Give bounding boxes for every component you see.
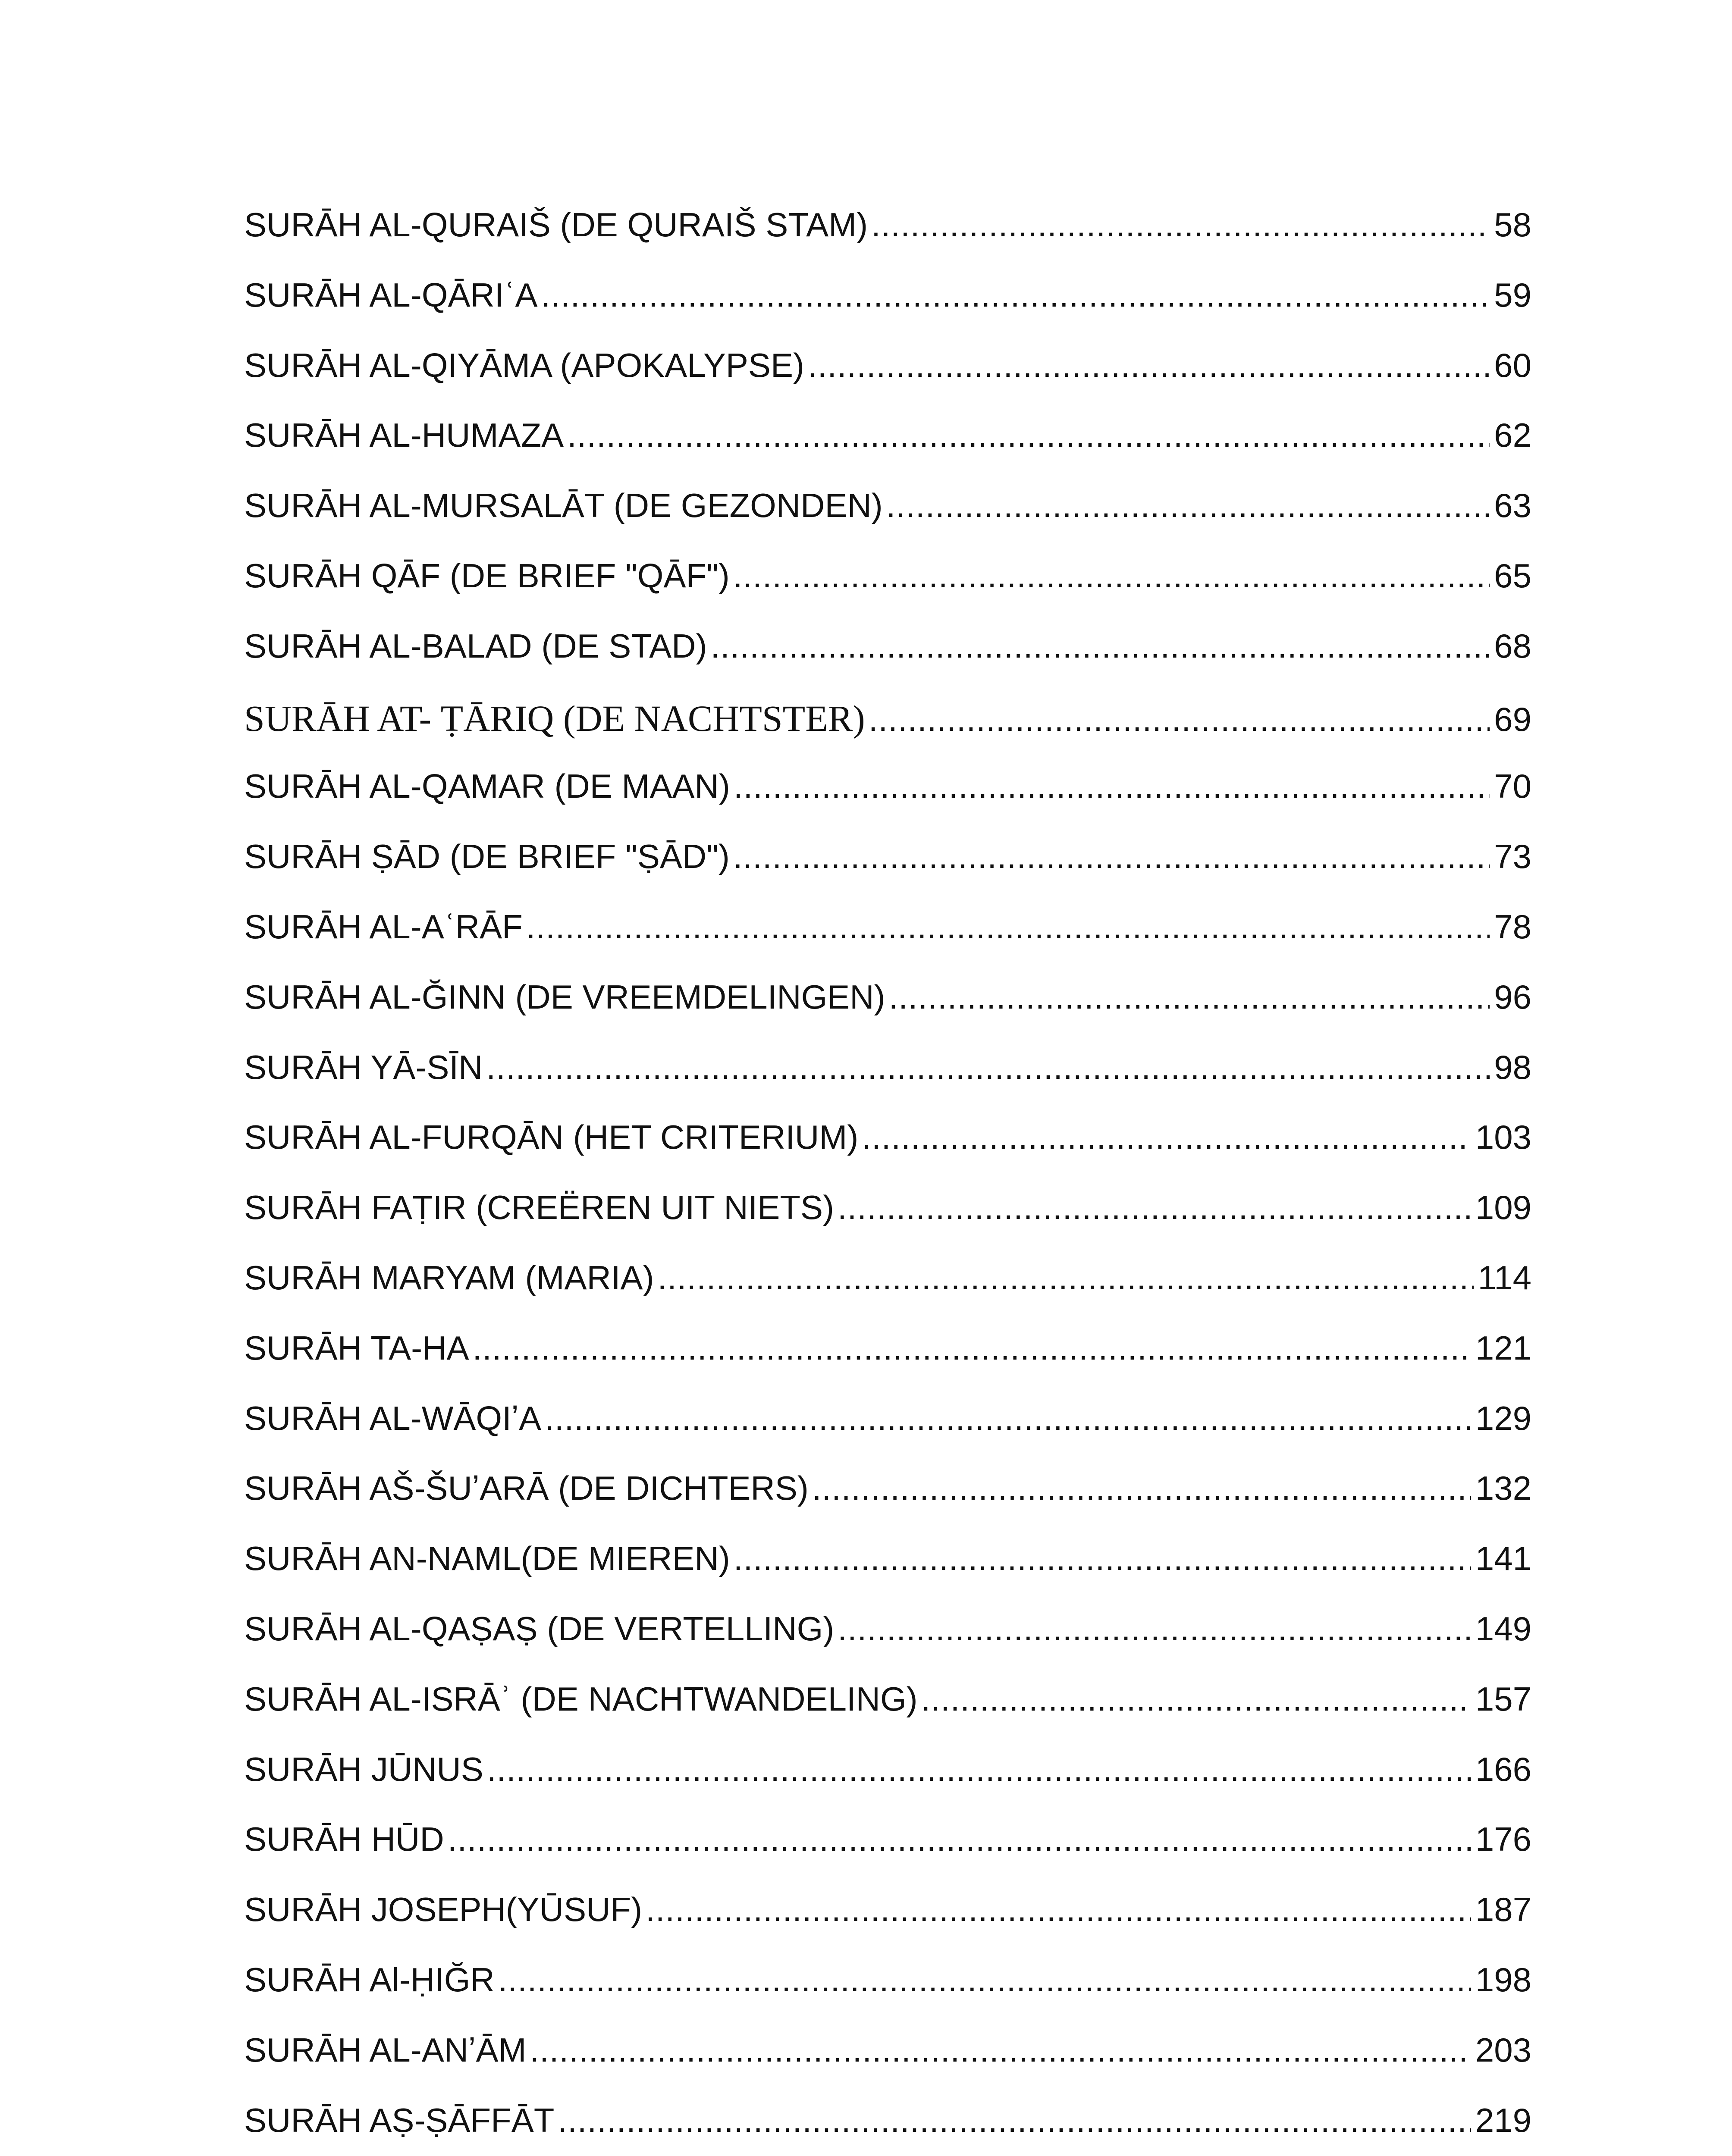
- toc-entry-title: SURĀH QĀF (DE BRIEF "QĀF"): [244, 556, 730, 595]
- toc-entry[interactable]: [244, 1609, 1531, 1680]
- toc-entry[interactable]: [244, 1329, 1531, 1399]
- toc-entry[interactable]: [244, 276, 1531, 346]
- dot-leader: [812, 1469, 1471, 1508]
- toc-entry-title: SURĀH AL-ANʼĀM: [244, 2031, 527, 2069]
- toc-entry-page: 103: [1475, 1118, 1531, 1156]
- toc-entry-title: SURĀH AL-ISRĀʾ (DE NACHTWANDELING): [244, 1680, 918, 1718]
- toc-entry-page: 114: [1478, 1258, 1531, 1297]
- table-of-contents: [244, 205, 1531, 2156]
- toc-entry-page: 73: [1494, 837, 1531, 876]
- dot-leader: [486, 1048, 1490, 1087]
- toc-entry[interactable]: [244, 697, 1531, 767]
- toc-entry[interactable]: [244, 627, 1531, 697]
- toc-entry-page: 58: [1494, 206, 1531, 244]
- dot-leader: [710, 627, 1490, 666]
- dot-leader: [734, 767, 1490, 806]
- toc-entry-page: 157: [1475, 1680, 1531, 1718]
- toc-entry[interactable]: [244, 2101, 1531, 2156]
- toc-entry-title: SURĀH AL-FURQĀN (HET CRITERIUM): [244, 1118, 859, 1156]
- dot-leader: [886, 486, 1490, 525]
- toc-entry-title: SURĀH AL-QAṢAṢ (DE VERTELLING): [244, 1609, 835, 1648]
- toc-entry-page: 98: [1494, 1048, 1531, 1086]
- toc-entry-title: SURĀH AT- ṬĀRIQ (DE NACHTSTER): [244, 697, 865, 739]
- dot-leader: [871, 205, 1490, 244]
- toc-entry[interactable]: [244, 978, 1531, 1048]
- toc-entry-page: 109: [1475, 1188, 1531, 1227]
- toc-entry-page: 203: [1475, 2031, 1531, 2069]
- toc-entry-page: 69: [1494, 700, 1531, 738]
- toc-entry-page: 149: [1475, 1609, 1531, 1648]
- toc-entry-title: SURĀH AṢ-ṢĀFFĀT: [244, 2101, 555, 2139]
- toc-entry-title: SURĀH AL-QAMAR (DE MAAN): [244, 767, 730, 805]
- toc-entry-title: SURĀH AL-QIYĀMA (APOKALYPSE): [244, 346, 804, 384]
- toc-entry-title: SURĀH AN-NAML(DE MIEREN): [244, 1539, 730, 1578]
- toc-entry[interactable]: [244, 1890, 1531, 1960]
- dot-leader: [889, 978, 1490, 1017]
- toc-entry-page: 65: [1494, 556, 1531, 595]
- toc-entry-title: SURĀH AL-ĞINN (DE VREEMDELINGEN): [244, 978, 885, 1016]
- toc-entry[interactable]: [244, 1118, 1531, 1188]
- dot-leader: [567, 416, 1490, 455]
- toc-entry[interactable]: [244, 2031, 1531, 2101]
- toc-entry-title: SURĀH AL-BALAD (DE STAD): [244, 627, 707, 665]
- dot-leader: [734, 1539, 1471, 1578]
- toc-entry[interactable]: [244, 416, 1531, 486]
- toc-entry-page: 96: [1494, 978, 1531, 1016]
- dot-leader: [921, 1680, 1471, 1719]
- dot-leader: [541, 276, 1490, 315]
- toc-entry-title: SURĀH AŠ-ŠUʼARĀ (DE DICHTERS): [244, 1469, 809, 1507]
- toc-entry-title: SURĀH YĀ-SĪN: [244, 1048, 483, 1086]
- toc-entry-title: SURĀH AL-AʿRĀF: [244, 907, 523, 946]
- dot-leader: [498, 1960, 1471, 1999]
- toc-entry-page: 219: [1475, 2101, 1531, 2139]
- toc-entry[interactable]: [244, 767, 1531, 837]
- toc-entry-page: 59: [1494, 276, 1531, 314]
- toc-entry-title: SURĀH AL-HUMAZA: [244, 416, 564, 454]
- toc-entry-page: 129: [1475, 1399, 1531, 1437]
- toc-entry[interactable]: [244, 1960, 1531, 2031]
- toc-entry[interactable]: [244, 1258, 1531, 1329]
- toc-entry[interactable]: [244, 1188, 1531, 1258]
- toc-entry-title: SURĀH AL-QURAIŠ (DE QURAIŠ STAM): [244, 206, 868, 244]
- dot-leader: [733, 556, 1490, 595]
- toc-entry-title: SURĀH AL-QĀRIʿA: [244, 276, 538, 314]
- dot-leader: [838, 1188, 1471, 1227]
- toc-entry[interactable]: [244, 1750, 1531, 1820]
- dot-leader: [646, 1890, 1471, 1929]
- toc-entry-page: 187: [1475, 1890, 1531, 1929]
- toc-entry-page: 198: [1475, 1960, 1531, 1999]
- toc-entry-page: 63: [1494, 486, 1531, 525]
- toc-entry-page: 132: [1475, 1469, 1531, 1507]
- toc-entry-page: 62: [1494, 416, 1531, 454]
- toc-entry-title: SURĀH ṢĀD (DE BRIEF "ṢĀD"): [244, 837, 730, 876]
- toc-entry-page: 166: [1475, 1750, 1531, 1788]
- dot-leader: [869, 700, 1490, 739]
- dot-leader: [473, 1329, 1471, 1368]
- toc-entry-title: SURĀH FAṬIR (CREËREN UIT NIETS): [244, 1188, 835, 1227]
- toc-entry-title: SURĀH MARYAM (MARIA): [244, 1258, 654, 1297]
- toc-entry-title: SURĀH JOSEPH(YŪSUF): [244, 1890, 643, 1929]
- toc-entry-title: SURĀH HŪD: [244, 1820, 444, 1858]
- toc-entry[interactable]: [244, 837, 1531, 907]
- toc-entry[interactable]: [244, 205, 1531, 276]
- dot-leader: [530, 2031, 1471, 2070]
- toc-entry-title: SURĀH TA-HA: [244, 1329, 469, 1367]
- toc-entry[interactable]: [244, 1048, 1531, 1118]
- dot-leader: [448, 1820, 1471, 1859]
- toc-entry-page: 78: [1494, 907, 1531, 946]
- toc-entry-page: 141: [1475, 1539, 1531, 1578]
- toc-entry[interactable]: [244, 556, 1531, 627]
- dot-leader: [733, 837, 1490, 876]
- toc-entry[interactable]: [244, 1399, 1531, 1469]
- dot-leader: [545, 1399, 1471, 1438]
- toc-entry-page: 68: [1494, 627, 1531, 665]
- toc-entry[interactable]: [244, 1469, 1531, 1539]
- toc-entry[interactable]: [244, 346, 1531, 416]
- dot-leader: [526, 907, 1490, 946]
- toc-entry[interactable]: [244, 1539, 1531, 1609]
- toc-entry[interactable]: [244, 907, 1531, 978]
- toc-entry-page: 176: [1475, 1820, 1531, 1858]
- toc-entry-title: SURĀH Al-ḤIĞR: [244, 1960, 495, 1999]
- toc-entry[interactable]: [244, 486, 1531, 556]
- dot-leader: [487, 1750, 1471, 1789]
- toc-entry-title: SURĀH AL-MURSALĀT (DE GEZONDEN): [244, 486, 883, 525]
- dot-leader: [658, 1258, 1474, 1297]
- toc-entry-title: SURĀH JŪNUS: [244, 1750, 483, 1788]
- dot-leader: [838, 1609, 1471, 1648]
- toc-entry[interactable]: [244, 1680, 1531, 1750]
- toc-entry-page: 121: [1475, 1329, 1531, 1367]
- toc-entry[interactable]: [244, 1820, 1531, 1890]
- dot-leader: [862, 1118, 1471, 1157]
- toc-entry-page: 60: [1494, 346, 1531, 384]
- dot-leader: [558, 2101, 1471, 2140]
- toc-entry-page: 70: [1494, 767, 1531, 805]
- dot-leader: [808, 346, 1490, 385]
- toc-entry-title: SURĀH AL-WĀQIʼA: [244, 1399, 542, 1437]
